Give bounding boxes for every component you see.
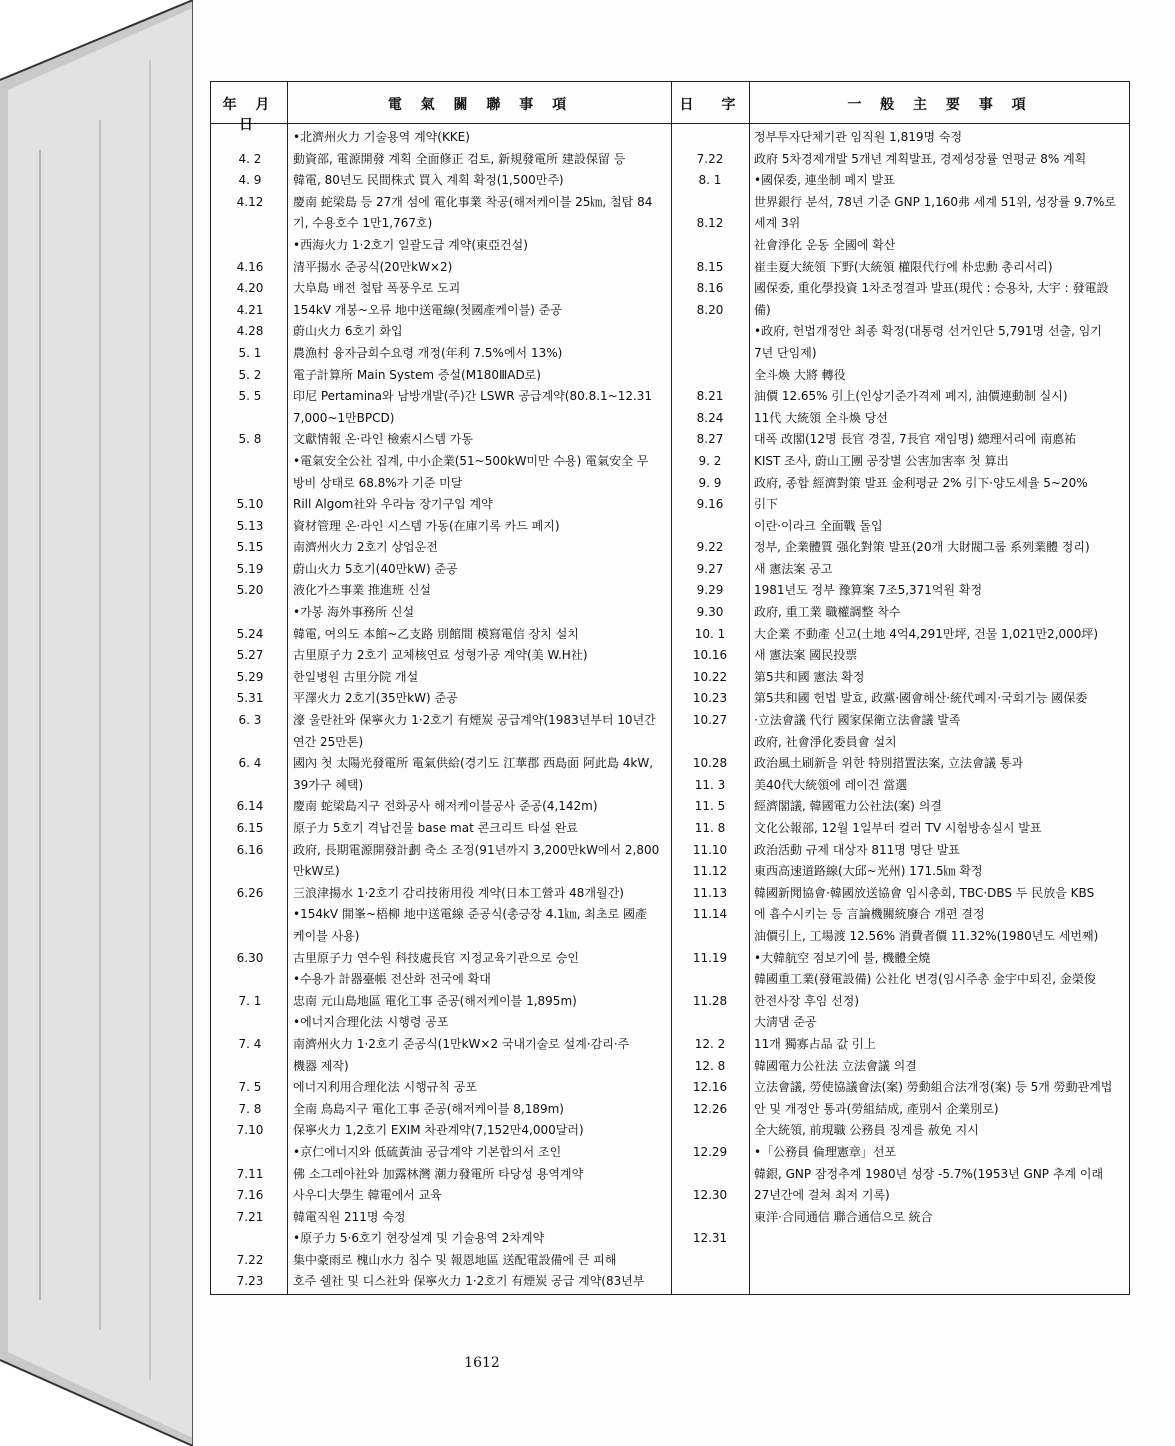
general-event-line: 油價引上, 工場渡 12.56% 消費者價 11.32%(1980년도 세번째) (754, 928, 1099, 943)
event-date: 10.28 (692, 756, 728, 771)
general-event-line: 備) (754, 302, 771, 317)
event-date: 8.20 (696, 302, 724, 317)
page-number: 1612 (464, 1355, 500, 1371)
event-date: 11.12 (692, 864, 728, 879)
general-event-line: 崔圭夏大統領 下野(大統領 權限代行에 朴忠勳 총리서리) (754, 259, 1053, 274)
right-date-column (674, 127, 746, 1250)
event-date: 5. 1 (238, 345, 262, 360)
event-date: 7.22 (236, 1252, 264, 1267)
electric-event-line: 濠 울란社와 保寧火力 1·2호기 有煙炭 공급계약(1983년부터 10년간 (293, 713, 656, 728)
event-date: 7.22 (696, 151, 724, 166)
general-event-line: 經濟閣議, 韓國電力公社法(案) 의결 (754, 799, 942, 814)
event-date: 11. 8 (694, 821, 726, 835)
general-event-line: 第5共和國 헌법 발효, 政黨·國會해산·統代폐지·국회기능 國保委 (754, 691, 1088, 706)
general-event-line: 政府, 종합 經濟對策 발표 金利평균 2% 引下·양도세율 5~20% (754, 475, 1088, 490)
electric-event-line: 佛 소그레아社와 加露林灣 潮力發電所 타당성 용역계약 (293, 1166, 584, 1181)
general-events-column (754, 127, 1128, 1250)
event-date: 10.23 (692, 691, 728, 706)
general-event-line: 韓國新聞協會·韓國放送協會 임시총회, TBC·DBS 두 民放을 KBS (754, 885, 1095, 900)
general-event-line: •國保委, 連坐制 폐지 발표 (754, 173, 895, 188)
general-event-line: 東洋·合同通信 聯合通信으로 統合 (754, 1209, 933, 1224)
electric-event-line: 慶南 蛇梁島지구 전화공사 해저케이블공사 준공(4,142m) (293, 799, 598, 814)
event-date: 7.23 (236, 1274, 264, 1289)
event-date (674, 192, 746, 214)
electric-event-line: 原子力 5호기 격납건물 base mat 콘크리트 타설 완료 (293, 821, 578, 835)
electric-event-line: 방비 상태로 68.8%가 기준 미달 (293, 475, 463, 490)
electric-event-line: 古里原子力 연수원 科技處長官 지정교육기관으로 승인 (293, 950, 579, 965)
event-date: 12.26 (692, 1101, 728, 1116)
electric-event-line: 39가구 혜택) (293, 777, 364, 792)
event-date: 8.12 (696, 216, 724, 231)
electric-event-line: 機器 제작) (293, 1058, 349, 1073)
general-event-line: KIST 조사, 蔚山工團 공장별 公害加害率 첫 算出 (754, 453, 1009, 468)
event-date (674, 343, 746, 365)
event-date: 6.26 (236, 885, 264, 900)
event-date: 6.30 (236, 950, 264, 965)
electric-event-line: •北濟州火力 기술용역 계약(KKE) (293, 130, 470, 144)
electric-event-line: 154kV 개봉~오류 地中送電線(첫國產케이블) 준공 (293, 302, 562, 317)
electric-event-line: •에너지合理化法 시행령 공포 (293, 1015, 449, 1030)
book-page-edges (0, 0, 200, 1446)
event-date: 7.16 (236, 1188, 264, 1203)
event-date: 9.30 (696, 605, 724, 620)
event-date (674, 1164, 746, 1186)
event-date: 5.10 (236, 497, 264, 512)
event-date: 9.27 (696, 561, 724, 576)
event-date: 7.11 (236, 1166, 264, 1181)
electric-event-line: 全南 鳥島지구 電化工事 준공(해저케이블 8,189m) (293, 1101, 564, 1116)
electric-event-line: •西海火力 1·2호기 일괄도급 계약(東亞건설) (293, 237, 528, 252)
event-date (674, 1207, 746, 1229)
event-date (674, 321, 746, 343)
electric-event-line: 韓電직원 211명 숙정 (293, 1209, 406, 1224)
column-divider (671, 82, 672, 1294)
general-event-line: 안 및 개정안 통과(勞組結成, 產別서 企業別로) (754, 1101, 999, 1116)
electric-event-line: 印尼 Pertamina와 남방개발(주)간 LSWR 공급계약(80.8.1~12.31 (293, 389, 653, 404)
event-date (215, 602, 285, 624)
event-date: 5. 8 (238, 432, 262, 447)
event-date: 10.16 (692, 648, 728, 663)
event-date: 8.15 (696, 259, 724, 274)
general-event-line: 27년간에 걸쳐 최저 기록) (754, 1188, 890, 1203)
event-date: 8.21 (696, 389, 724, 404)
event-date: 12.16 (692, 1080, 728, 1095)
electric-event-line: 清平揚水 준공식(20만kW×2) (293, 259, 453, 274)
event-date: 4.28 (236, 324, 264, 339)
general-event-line: 韓國電力公社法 立法會議 의결 (754, 1058, 917, 1073)
general-event-line: 政治風土刷新을 위한 特別措置法案, 立法會議 통과 (754, 756, 1024, 771)
electric-event-line: Rill Algom社와 우라늄 장기구입 계약 (293, 497, 493, 512)
event-date: 4.12 (236, 194, 264, 209)
general-event-line: 大企業 不動產 신고(土地 4억4,291만坪, 건물 1,021만2,000坪) (754, 626, 1099, 641)
event-date: 9. 2 (698, 453, 722, 468)
general-event-line: 立法會議, 勞使協議會法(案) 勞動組合法개정(案) 등 5개 勞動관계법 (754, 1080, 1113, 1095)
left-date-column (215, 127, 285, 1293)
event-date: 12.30 (692, 1188, 728, 1203)
event-date (215, 732, 285, 754)
electric-event-line: •수용가 計器臺帳 전산화 전국에 확대 (293, 972, 491, 987)
event-date: 12. 2 (694, 1036, 726, 1051)
event-date: 11. 5 (694, 799, 726, 814)
electric-event-line: 南濟州火力 2호기 상업운전 (293, 540, 438, 555)
electric-event-line: 韓電, 80년도 民間株式 買入 계획 확정(1,500만주) (293, 173, 564, 188)
event-date: 11.13 (692, 885, 728, 900)
general-event-line: 美40代大統領에 레이건 當選 (754, 777, 908, 792)
electric-event-line: 資材管理 온·라인 시스템 가동(在庫기록 카드 폐지) (293, 518, 560, 533)
header-date2: 日 字 (679, 97, 743, 113)
event-date: 6.14 (236, 799, 264, 814)
event-date: 11.14 (692, 907, 728, 922)
event-date: 10.22 (692, 669, 728, 684)
event-date: 9.22 (696, 540, 724, 555)
electric-events-column (293, 127, 669, 1293)
general-event-line (754, 1228, 1128, 1250)
event-date (674, 127, 746, 149)
event-date (215, 775, 285, 797)
event-date (215, 1012, 285, 1034)
general-event-line: 韓銀, GNP 잠정추계 1980년 성장 -5.7%(1953년 GNP 추계 이래 (754, 1166, 1104, 1181)
event-date (215, 969, 285, 991)
general-event-line: 大淸댐 준공 (754, 1015, 817, 1030)
electric-event-line: 集中豪雨로 槐山水力 침수 및 報恩地區 送配電設備에 큰 피해 (293, 1252, 617, 1267)
general-event-line: 이란·이라크 全面戰 돌입 (754, 518, 883, 533)
general-event-line: 東西高速道路線(大邱~光州) 171.5㎞ 확정 (754, 864, 983, 879)
event-date (215, 213, 285, 235)
event-date: 12.29 (692, 1144, 728, 1159)
event-date (215, 451, 285, 473)
electric-event-line: 慶南 蛇梁島 등 27개 섬에 電化事業 착공(해저케이블 25㎞, 철탑 84 (293, 194, 653, 209)
event-date: 6.15 (236, 821, 264, 835)
event-date (215, 1142, 285, 1164)
electric-event-line: 平澤火力 2호기(35만kW) 준공 (293, 691, 458, 706)
general-event-line: 1981년도 정부 豫算案 7조5,371억원 확정 (754, 583, 983, 598)
event-date: 11.28 (692, 993, 728, 1008)
electric-event-line: 蔚山火力 5호기(40만kW) 준공 (293, 561, 458, 576)
event-date: 6. 4 (238, 756, 262, 771)
event-date (674, 516, 746, 538)
general-event-line: 國保委, 重化學投資 1차조정결과 발표(現代 : 승용차, 大宇 : 發電設 (754, 281, 1109, 296)
table-header (211, 82, 1129, 133)
general-event-line: 政府 5차경제개발 5개년 계획발표, 경제성장률 연평균 8% 계획 (754, 151, 1087, 166)
general-event-line: 政府, 重工業 職權調整 착수 (754, 605, 901, 620)
event-date: 5. 5 (238, 389, 262, 404)
event-date: 4.20 (236, 281, 264, 296)
general-event-line: 全大統領, 前現職 公務員 징계를 赦免 지시 (754, 1123, 979, 1138)
event-date: 5. 2 (238, 367, 262, 382)
electric-event-line: 연간 25만톤) (293, 734, 364, 749)
event-date: 5.31 (236, 691, 264, 706)
event-date: 5.13 (236, 518, 264, 533)
event-date: 5.24 (236, 626, 264, 641)
event-date: 7.21 (236, 1209, 264, 1224)
general-event-line: 새 憲法案 공고 (754, 561, 833, 576)
header-electric-events: 電 氣 關 聯 事 項 (387, 97, 574, 113)
event-date: 7.10 (236, 1123, 264, 1138)
event-date (215, 408, 285, 430)
event-date (215, 904, 285, 926)
general-event-line: 11개 獨寡占品 값 引上 (754, 1036, 876, 1051)
event-date (674, 969, 746, 991)
general-event-line: 에 흡수시키는 등 言論機關統廢合 개편 결정 (754, 907, 985, 922)
general-event-line: 7년 단임제) (754, 345, 817, 360)
event-date: 9.16 (696, 497, 724, 512)
event-date: 7. 1 (238, 993, 262, 1008)
event-date (215, 926, 285, 948)
event-date (215, 1228, 285, 1250)
event-date: 7. 8 (238, 1101, 262, 1116)
general-event-line: 대폭 改閣(12명 長官 경질, 7長官 재임명) 總理서리에 南悳祐 (754, 432, 1077, 447)
electric-event-line: 動資部, 電源開發 계획 全面修正 검토, 新規發電所 建設保留 등 (293, 151, 626, 166)
electric-event-line: 한일병원 古里分院 개설 (293, 669, 419, 684)
general-event-line: 文化公報部, 12월 1일부터 컬러 TV 시험방송실시 발표 (754, 821, 1042, 835)
electric-event-line: •가봉 海外事務所 신설 (293, 605, 415, 620)
event-date: 10.27 (692, 713, 728, 728)
general-event-line: 政府, 社會淨化委員會 설치 (754, 734, 897, 749)
electric-event-line: 에너지利用合理化法 시행규칙 공포 (293, 1080, 477, 1095)
general-event-line: •政府, 헌법개정안 최종 확정(대통령 선거인단 5,791명 선출, 임기 (754, 324, 1102, 339)
general-event-line: 세계 3위 (754, 216, 801, 231)
event-date: 4. 2 (238, 151, 262, 166)
event-date: 6. 3 (238, 713, 262, 728)
event-date (215, 127, 285, 149)
event-date (674, 1120, 746, 1142)
electric-event-line: 호주 쉘社 및 디스社와 保寧火力 1·2호기 有煙炭 공급 계약(83년부 (293, 1274, 645, 1289)
event-date: 8. 1 (698, 173, 722, 188)
electric-event-line: 7,000~1만BPCD) (293, 410, 395, 425)
event-date: 11.19 (692, 950, 728, 965)
general-event-line: 정부, 企業體質 强化對策 발표(20개 大財閥그룹 系列業體 정리) (754, 540, 1090, 555)
event-date: 8.16 (696, 281, 724, 296)
electric-event-line: 古里原子力 2호기 교체核연료 성형가공 계약(美 W.H社) (293, 648, 588, 663)
event-date: 5.20 (236, 583, 264, 598)
column-divider (287, 82, 288, 1294)
event-date: 7. 5 (238, 1080, 262, 1095)
electric-event-line: 保寧火力 1,2호기 EXIM 차관계약(7,152만4,000달러) (293, 1123, 584, 1138)
event-date: 11.10 (692, 842, 728, 857)
event-date (674, 732, 746, 754)
electric-event-line: 政府, 長期電源開發計劃 축소 조정(91년까지 3,200만kW에서 2,800 (293, 842, 660, 857)
event-date: 9. 9 (698, 475, 722, 490)
event-date (215, 861, 285, 883)
general-event-line: 11代 大統領 全斗煥 당선 (754, 410, 888, 425)
general-event-line: 정부투자단체기관 임직원 1,819명 숙정 (754, 130, 963, 144)
electric-event-line: 만kW로) (293, 864, 340, 879)
event-date: 4.21 (236, 302, 264, 317)
event-date (215, 1056, 285, 1078)
electric-event-line: 國內 첫 太陽光發電所 電氣供給(경기도 江華郡 西島面 阿此島 4kW, (293, 756, 654, 771)
event-date (674, 926, 746, 948)
general-event-line: ·立法會議 代行 國家保衛立法會議 발족 (754, 713, 961, 728)
general-event-line: •「公務員 倫理憲章」선포 (754, 1144, 897, 1159)
electric-event-line: 大阜島 배전 철탑 폭풍우로 도괴 (293, 281, 461, 296)
electric-event-line: 蔚山火力 6호기 화입 (293, 324, 403, 339)
event-date (674, 365, 746, 387)
electric-event-line: 電子計算所 Main System 증설(M180ⅢAD로) (293, 367, 541, 382)
general-event-line: 社會淨化 운동 全國에 확산 (754, 237, 896, 252)
event-date: 7. 4 (238, 1036, 262, 1051)
header-general-events: 一 般 主 要 事 項 (847, 97, 1033, 113)
event-date: 6.16 (236, 842, 264, 857)
general-event-line: 한전사장 후임 선정) (754, 993, 860, 1008)
general-event-line: 새 憲法案 國民投票 (754, 648, 858, 663)
event-date: 12.31 (692, 1231, 728, 1246)
electric-event-line: 韓電, 여의도 本館~乙支路 別館間 模寫電信 장치 설치 (293, 626, 579, 641)
event-date: 11. 3 (694, 777, 726, 792)
chronology-table (210, 81, 1130, 1295)
event-date: 5.27 (236, 648, 264, 663)
general-event-line: 引下 (754, 497, 779, 512)
electric-event-line: •154kV 開峯~梧柳 地中送電線 준공식(총긍장 4.1㎞, 최초로 國產 (293, 907, 647, 922)
electric-event-line: 南濟州火力 1·2호기 준공식(1만kW×2 국내기술로 설계·감리·주 (293, 1036, 630, 1051)
event-date: 5.19 (236, 561, 264, 576)
electric-event-line: 기, 수용호수 1만1,767호) (293, 216, 433, 231)
event-date: 10. 1 (694, 626, 726, 641)
electric-event-line: 사우디大學生 韓電에서 교육 (293, 1188, 442, 1203)
electric-event-line: 케이블 사용) (293, 928, 360, 943)
electric-event-line: 文獻情報 온·라인 檢索시스템 가동 (293, 432, 473, 447)
electric-event-line: 忠南 元山島地區 電化工事 준공(해저케이블 1,895m) (293, 993, 577, 1008)
electric-event-line: 農漁村 융자금회수요령 개정(年利 7.5%에서 13%) (293, 345, 563, 360)
electric-event-line: 三浪津揚水 1·2호기 감리技術用役 계약(日本工營과 48개월간) (293, 885, 624, 900)
electric-event-line: •原子力 5·6호기 현장설계 및 기술용역 2차계약 (293, 1231, 545, 1246)
event-date: 12. 8 (694, 1058, 726, 1073)
general-event-line: 政治活動 규제 대상자 811명 명단 발표 (754, 842, 960, 857)
column-divider (749, 82, 750, 1294)
general-event-line: 第5共和國 憲法 확정 (754, 669, 865, 684)
event-date: 5.15 (236, 540, 264, 555)
header-date: 年 月 日 (222, 97, 277, 133)
general-event-line: •大韓航空 점보기에 불, 機體全燒 (754, 950, 931, 965)
general-event-line: 油價 12.65% 引上(인상기준가격제 폐지, 油價連動制 실시) (754, 389, 1068, 404)
electric-event-line: •電氣安全公社 집계, 中小企業(51~500kW미만 수용) 電氣安全 무 (293, 453, 649, 468)
event-date (674, 235, 746, 257)
electric-event-line: •京仁에너지와 低硫黃油 공급계약 기본합의서 조인 (293, 1144, 562, 1159)
event-date (674, 1012, 746, 1034)
event-date (215, 235, 285, 257)
event-date: 4. 9 (238, 173, 262, 188)
event-date: 8.24 (696, 410, 724, 425)
general-event-line: 全斗煥 大將 轉役 (754, 367, 846, 382)
electric-event-line: 液化가스事業 推進班 신설 (293, 583, 431, 598)
general-event-line: 世界銀行 분석, 78년 기준 GNP 1,160弗 세계 51위, 성장률 9.7%로 (754, 194, 1116, 209)
general-event-line: 韓國重工業(發電設備) 公社化 변경(임시주총 金宇中퇴진, 金榮俊 (754, 972, 1096, 987)
event-date: 9.29 (696, 583, 724, 598)
event-date: 5.29 (236, 669, 264, 684)
event-date: 8.27 (696, 432, 724, 447)
event-date (215, 473, 285, 495)
event-date: 4.16 (236, 259, 264, 274)
